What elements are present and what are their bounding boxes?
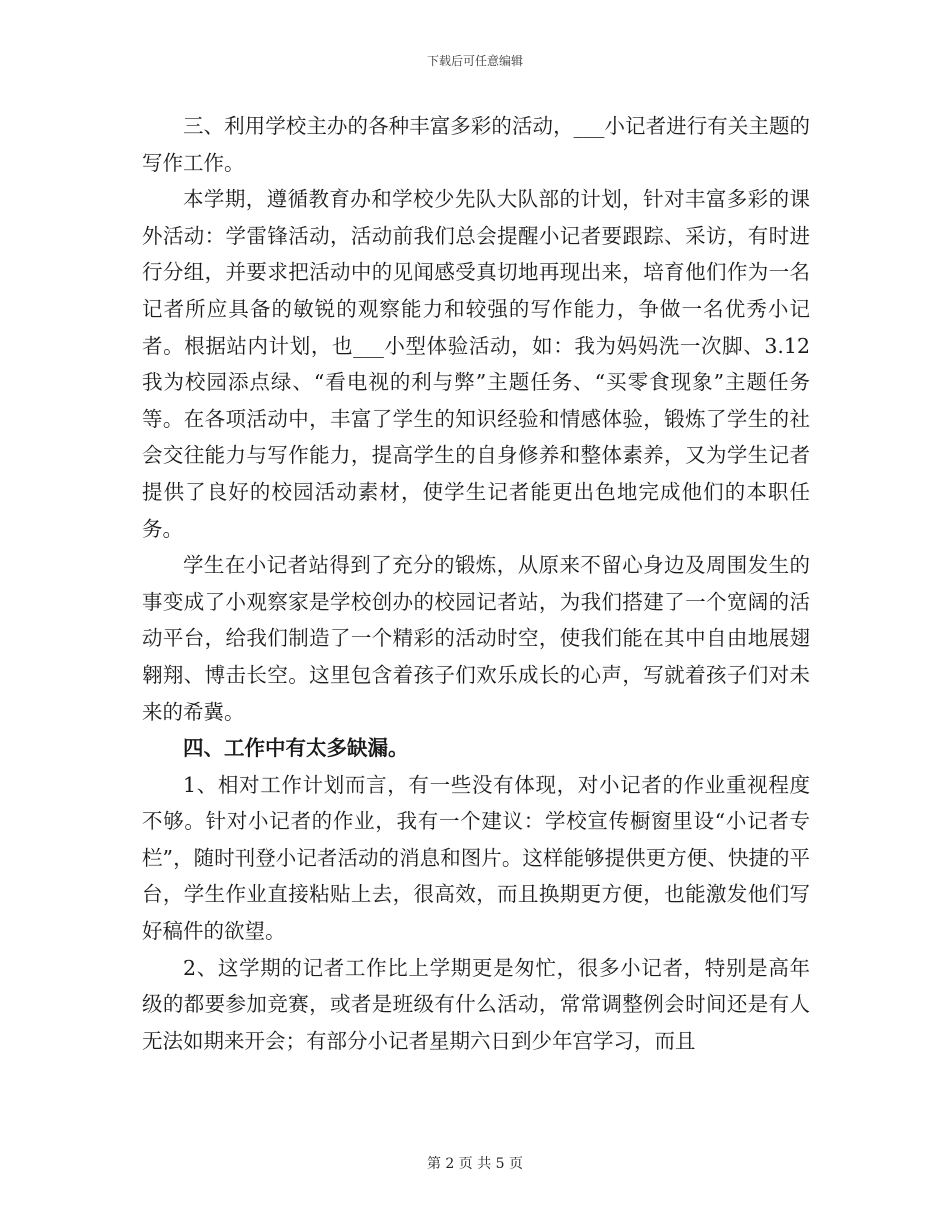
paragraph-issue-1: 1、相对工作计划而言，有一些没有体现，对小记者的作业重视程度不够。针对小记者的作业，我有一个建议：学校宣传橱窗里设“小记者专栏”，随时刊登小记者活动的消息和图片。这样能够提供更方便、快捷的平台，学生作业直接粘贴上去，很高效，而且换期更方便，也能激发他们写好稿件的欲望。 [142,772,810,944]
paragraph-growth: 学生在小记者站得到了充分的锻炼，从原来不留心身边及周围发生的事变成了小观察家是学校创办的校园记者站，为我们搭建了一个宽阔的活动平台，给我们制造了一个精彩的活动时空，使我们能在其中自由地展翅翱翔、博击长空。这里包含着孩子们欢乐成长的心声，写就着孩子们对未来的希冀。 [142,553,810,724]
section-heading-4: 四、工作中有太多缺漏。 [183,736,409,761]
page-number-footer: 第 2 页 共 5 页 [426,1156,524,1172]
page-header: 下载后可任意编辑 [426,54,523,68]
paragraph-activities: 本学期，遵循教育办和学校少先队大队部的计划，针对丰富多彩的课外活动：学雷锋活动，活动前我们总会提醒小记者要跟踪、采访，有时进行分组，并要求把活动中的见闻感受真切地再现出来，培育他们作为一名记者所应具备的敏锐的观察能力和较强的写作能力，争做一名优秀小记者。根据站内计划，也___小型体验活动，如：我为妈妈洗一次脚、3.12我为校园添点绿、“看电视的利与弊”主题任务、“买零食现象”主题任务等。在各项活动中，丰富了学生的知识经验和情感体验，锻炼了学生的社会交往能力与写作能力，提高学生的自身修养和整体素养，又为学生记者提供了良好的校园活动素材，使学生记者能更出色地完成他们的本职任务。 [142,187,810,541]
paragraph-section-3: 三、利用学校主办的各种丰富多彩的活动，___小记者进行有关主题的写作工作。 [142,114,810,175]
paragraph-issue-2: 2、这学期的记者工作比上学期更是匆忙，很多小记者，特别是高年级的都要参加竞赛，或者是班级有什么活动，常常调整例会时间还是有人无法如期来开会；有部分小记者星期六日到少年宫学习，而且 [142,955,810,1053]
document-body [142,108,810,1059]
